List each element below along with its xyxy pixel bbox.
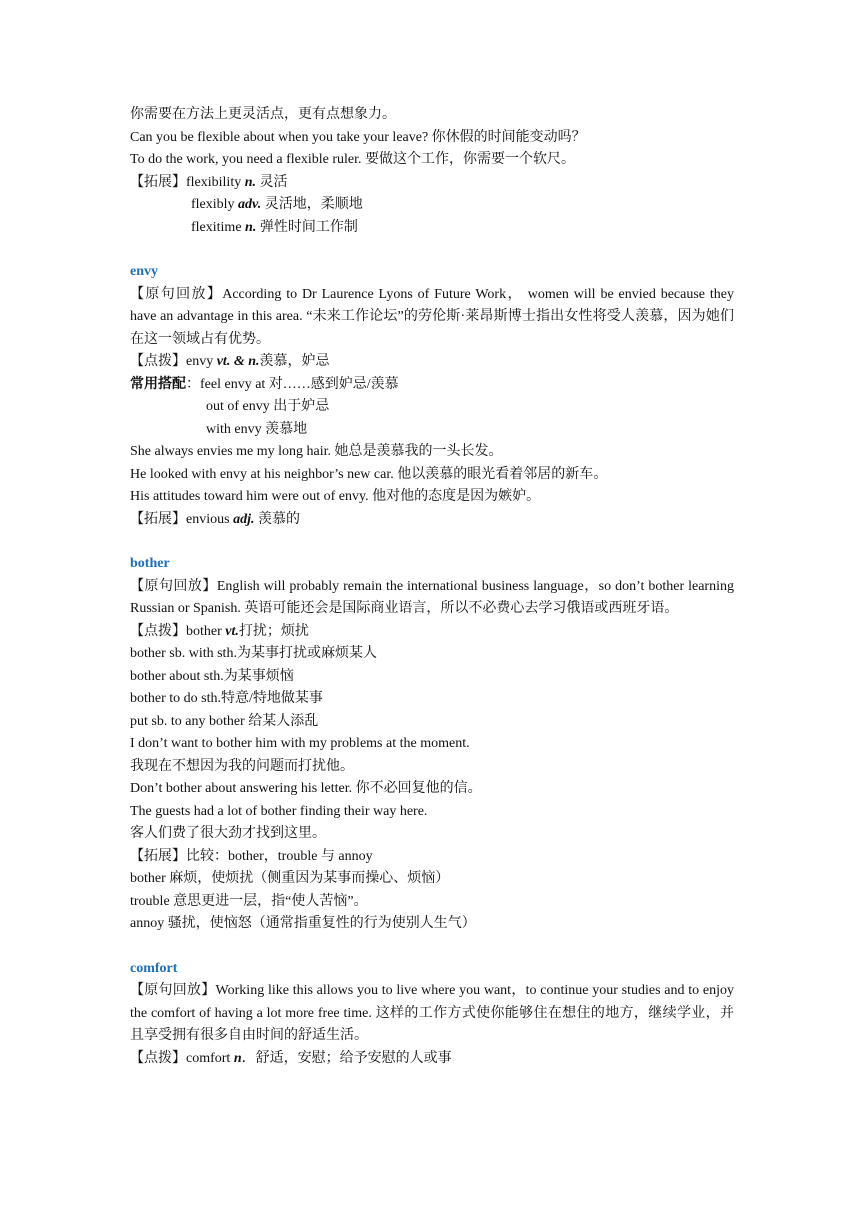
document-body <box>130 104 734 1070</box>
extension-line <box>130 194 734 217</box>
ext-meaning: 灵活地，柔顺地 <box>261 197 363 212</box>
part-of-speech: vt. <box>225 623 239 639</box>
example-translation: 我现在不想因为我的问题而打扰他。 <box>130 758 354 774</box>
spacer <box>130 239 734 261</box>
collocation-item: out of envy 出于妒忌 <box>206 399 330 414</box>
ext-word: flexitime <box>191 219 246 235</box>
point-line <box>130 1048 734 1071</box>
extension-line <box>130 172 734 195</box>
example-sentence: To do the work, you need a flexible ruler. 要做这个工作，你需要一个软尺。 <box>130 152 576 167</box>
extension-line <box>130 217 734 240</box>
point-line <box>130 351 734 374</box>
point-meaning: 打扰；烦扰 <box>238 623 309 639</box>
collocation-line <box>130 374 734 397</box>
word-heading-comfort: comfort <box>130 960 178 976</box>
original-sentence: 【原句回放】English will probably remain the international business language，so don’t bother learning Russian or Spanish. 英语可能还会是国际商业语言，所以不必费心去学习俄语或西班牙语。 <box>130 578 734 616</box>
extension-line: 【拓展】比较：bother，trouble 与 annoy <box>130 848 373 864</box>
example-sentence: His attitudes toward him were out of envy. 他对他的态度是因为嫉妒。 <box>130 489 541 504</box>
example-sentence: The guests had a lot of bother finding their way here. <box>130 803 428 819</box>
point-line <box>130 621 734 644</box>
example-sentence: She always envies me my long hair. 她总是羡慕我的一头长发。 <box>130 444 503 459</box>
collocation-colon: ： <box>186 376 200 392</box>
example-sentence: Don’t bother about answering his letter. 你不必回复他的信。 <box>130 781 482 796</box>
point-meaning: 羡慕，妒忌 <box>259 354 330 369</box>
part-of-speech: n. <box>244 174 257 190</box>
ext-word: flexibly <box>191 197 239 212</box>
example-sentence: I don’t want to bother him with my problems at the moment. <box>130 736 470 751</box>
original-sentence: 【原句回放】Working like this allows you to live where you want，to continue your studies and to enjoy the comfort of having a lot more free time. 这样的工作方式使你能够住在想住的地方，继续学业，并且享受拥有很多自由时间的舒适生活。 <box>130 983 734 1043</box>
part-of-speech: vt. & n. <box>216 354 260 369</box>
text-line: 你需要在方法上更灵活点，更有点想象力。 <box>130 107 396 122</box>
phrase-line: put sb. to any bother 给某人添乱 <box>130 713 319 729</box>
phrase-line: bother about sth.为某事烦恼 <box>130 668 294 684</box>
point-meaning: ．舒适，安慰；给予安慰的人或事 <box>241 1050 452 1066</box>
extension-label: 【拓展】 <box>130 174 186 190</box>
part-of-speech: n. <box>245 219 257 235</box>
comparison-line: trouble 意思更进一层，指“使人苦恼”。 <box>130 893 368 909</box>
ext-meaning: 羡慕的 <box>254 511 300 527</box>
part-of-speech: adv. <box>238 197 262 212</box>
ext-meaning: 灵活 <box>256 174 288 190</box>
original-sentence: 【原句回放】According to Dr Laurence Lyons of Future Work， women will be envied because they have an advantage in this area. “未来工作论坛”的劳伦斯·莱昂斯博士指出女性将受人羡慕，因为她们在这一领域占有优势。 <box>130 286 734 347</box>
example-sentence: He looked with envy at his neighbor’s new car. 他以羡慕的眼光看着邻居的新车。 <box>130 466 608 482</box>
collocation-label: 常用搭配 <box>130 376 186 392</box>
extension-label: 【拓展】envious <box>130 511 234 527</box>
example-sentence: Can you be flexible about when you take your leave? 你休假的时间能变动吗？ <box>130 129 586 145</box>
part-of-speech: adj. <box>233 511 255 527</box>
example-translation: 客人们费了很大劲才找到这里。 <box>130 826 326 841</box>
ext-meaning: 弹性时间工作制 <box>256 219 358 235</box>
part-of-speech: n <box>233 1050 242 1066</box>
spacer <box>130 531 734 553</box>
extension-line <box>130 509 734 532</box>
phrase-line: bother to do sth.特意/特地做某事 <box>130 691 323 706</box>
point-label: 【点拨】bother <box>130 623 226 639</box>
point-label: 【点拨】envy <box>130 354 217 369</box>
ext-word: flexibility <box>186 174 245 190</box>
comparison-line: bother 麻烦，使烦扰（侧重因为某事而操心、烦恼） <box>130 871 450 886</box>
comparison-line: annoy 骚扰，使恼怒（通常指重复性的行为使别人生气） <box>130 916 476 931</box>
phrase-line: bother sb. with sth.为某事打扰或麻烦某人 <box>130 646 377 661</box>
point-label: 【点拨】comfort <box>130 1050 234 1066</box>
word-heading-bother: bother <box>130 556 170 571</box>
collocation-item: with envy 羡慕地 <box>206 421 308 437</box>
spacer <box>130 936 734 958</box>
collocation-item: feel envy at 对……感到妒忌/羡慕 <box>200 376 399 392</box>
word-heading-envy: envy <box>130 264 158 279</box>
